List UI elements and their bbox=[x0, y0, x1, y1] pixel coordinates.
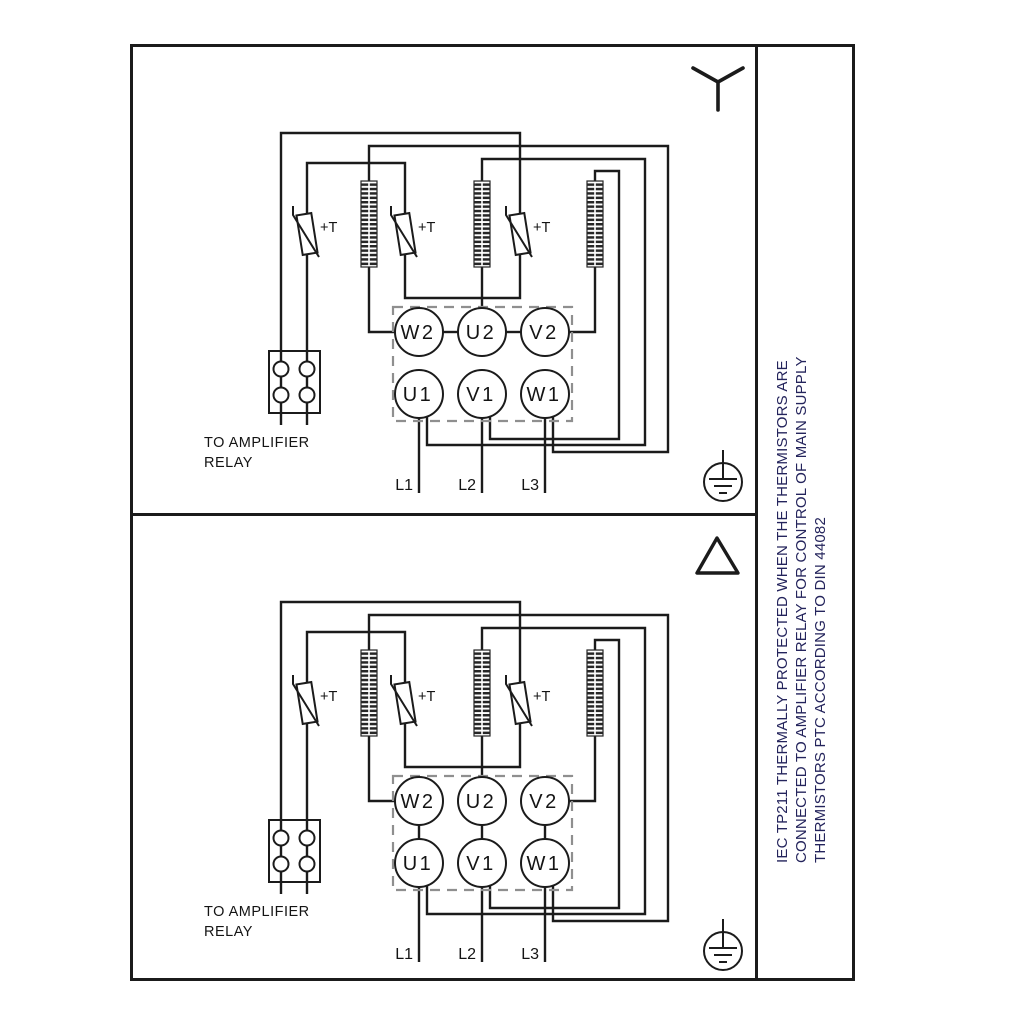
terminal-label: W2 bbox=[400, 322, 436, 344]
terminal-w1 bbox=[521, 839, 569, 887]
relay-terminal-contact bbox=[300, 362, 315, 377]
note-column-divider bbox=[755, 47, 758, 978]
thermistor-icon bbox=[391, 206, 435, 257]
terminal-v2 bbox=[521, 777, 569, 825]
thermistor-icon bbox=[391, 675, 435, 726]
terminal-u2 bbox=[458, 777, 506, 825]
terminal-label: V2 bbox=[529, 791, 559, 813]
amplifier-relay-terminal-box bbox=[269, 820, 320, 882]
motor-winding-coil-icon bbox=[361, 181, 377, 267]
relay-terminal-contact bbox=[274, 857, 289, 872]
relay-note-line: RELAY bbox=[204, 455, 253, 471]
terminal-label: U2 bbox=[465, 322, 497, 344]
terminal-u1 bbox=[395, 839, 443, 887]
thermistor-icon bbox=[293, 206, 337, 257]
side-note bbox=[773, 356, 835, 865]
terminal-label: V1 bbox=[466, 384, 496, 406]
amplifier-relay-terminal-box bbox=[269, 351, 320, 413]
terminal-label: W1 bbox=[526, 853, 562, 875]
thermistor-label: +T bbox=[418, 689, 436, 705]
star-connection-panel bbox=[133, 47, 755, 513]
motor-winding-coil-icon bbox=[474, 650, 490, 736]
terminal-label: U1 bbox=[402, 384, 434, 406]
thermistor-icon bbox=[506, 675, 550, 726]
terminal-v1 bbox=[458, 839, 506, 887]
star-symbol bbox=[693, 68, 743, 110]
motor-winding-coil-icon bbox=[587, 181, 603, 267]
relay-note-line: RELAY bbox=[204, 924, 253, 940]
thermistor-label: +T bbox=[533, 689, 551, 705]
relay-terminal-contact bbox=[300, 857, 315, 872]
terminal-v2 bbox=[521, 308, 569, 356]
side-note-line: IEC TP211 THERMALLY PROTECTED WHEN THE THERMISTORS ARE bbox=[774, 360, 791, 863]
terminal-label: W1 bbox=[526, 384, 562, 406]
phase-label-l3: L3 bbox=[521, 477, 539, 494]
side-note-line: CONNECTED TO AMPLIFIER RELAY FOR CONTROL OF MAIN SUPPLY bbox=[793, 356, 810, 863]
thermistor-icon bbox=[293, 675, 337, 726]
relay-terminal-contact bbox=[274, 388, 289, 403]
phase-label-l1: L1 bbox=[395, 477, 413, 494]
earth-ground-icon bbox=[704, 919, 742, 970]
terminal-v1 bbox=[458, 370, 506, 418]
relay-terminal-contact bbox=[274, 362, 289, 377]
phase-label-l1: L1 bbox=[395, 946, 413, 963]
phase-label-l2: L2 bbox=[458, 946, 476, 963]
relay-note-line: TO AMPLIFIER bbox=[204, 904, 310, 920]
terminal-label: V2 bbox=[529, 322, 559, 344]
thermistor-label: +T bbox=[418, 220, 436, 236]
phase-label-l2: L2 bbox=[458, 477, 476, 494]
terminal-u1 bbox=[395, 370, 443, 418]
thermistor-label: +T bbox=[533, 220, 551, 236]
relay-note-line: TO AMPLIFIER bbox=[204, 435, 310, 451]
motor-winding-coil-icon bbox=[474, 181, 490, 267]
motor-winding-coil-icon bbox=[361, 650, 377, 736]
relay-terminal-contact bbox=[300, 388, 315, 403]
winding1-to-w2-wire bbox=[369, 736, 395, 801]
delta-connection-panel bbox=[133, 516, 755, 978]
relay-terminal-contact bbox=[300, 831, 315, 846]
thermistor-label: +T bbox=[320, 220, 338, 236]
thermistor-icon bbox=[506, 206, 550, 257]
earth-ground-icon bbox=[704, 450, 742, 501]
phase-label-l3: L3 bbox=[521, 946, 539, 963]
terminal-w1 bbox=[521, 370, 569, 418]
terminal-label: U2 bbox=[465, 791, 497, 813]
terminal-w2 bbox=[395, 308, 443, 356]
side-note-line: THERMISTORS PTC ACCORDING TO DIN 44082 bbox=[812, 516, 829, 863]
thermistor-label: +T bbox=[320, 689, 338, 705]
terminal-label: W2 bbox=[400, 791, 436, 813]
side-note-text bbox=[773, 356, 830, 863]
diagram-frame bbox=[130, 44, 855, 981]
terminal-u2 bbox=[458, 308, 506, 356]
terminal-label: U1 bbox=[402, 853, 434, 875]
relay-terminal-contact bbox=[274, 831, 289, 846]
motor-winding-coil-icon bbox=[587, 650, 603, 736]
terminal-label: V1 bbox=[466, 853, 496, 875]
thermistor-chain-wire bbox=[405, 722, 520, 767]
thermistor-chain-wire bbox=[405, 253, 520, 298]
delta-symbol bbox=[697, 538, 738, 573]
winding1-to-w2-wire bbox=[369, 267, 395, 332]
terminal-w2 bbox=[395, 777, 443, 825]
